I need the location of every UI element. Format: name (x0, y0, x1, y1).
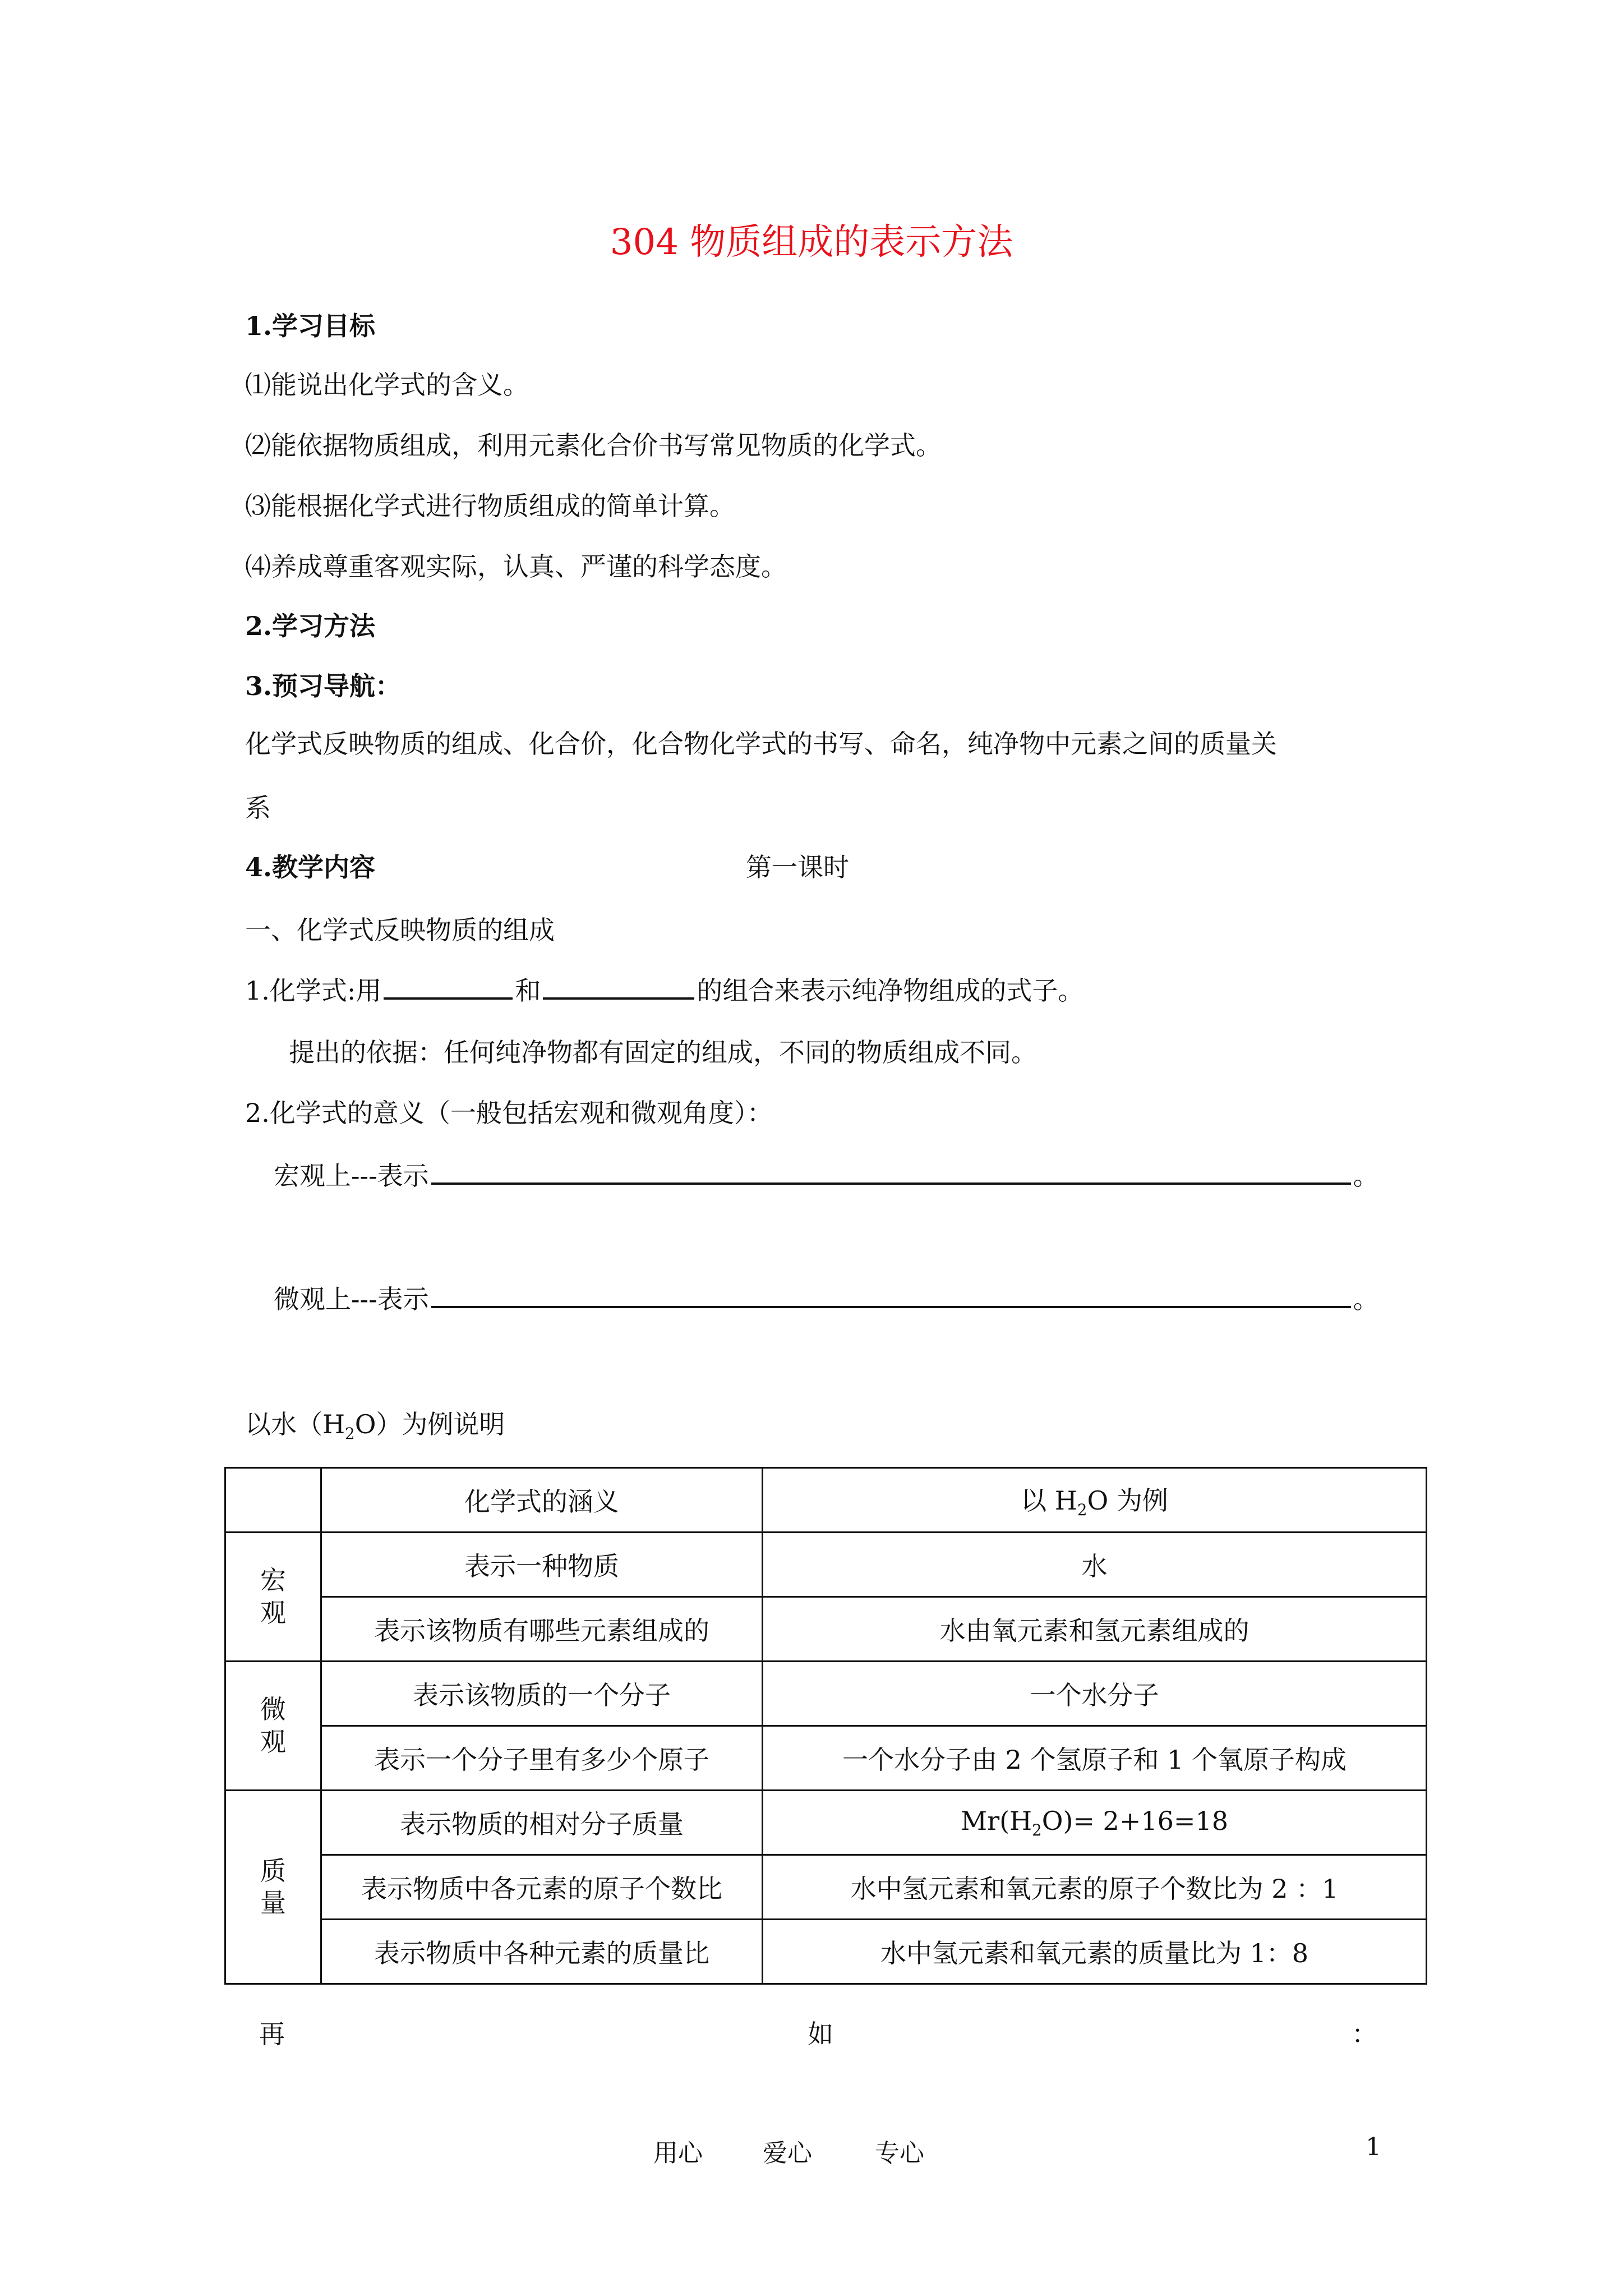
definition-part2: 和 (515, 976, 541, 1006)
footer-word-3: 专心 (875, 2139, 924, 2168)
meaning-heading: 2.化学式的意义（一般包括宏观和微观角度）： (245, 1098, 773, 1128)
example-cell: 水 (763, 1533, 1427, 1597)
example-prefix: Mr(H (961, 1805, 1032, 1836)
example-suffix: O)= 2+16=18 (1041, 1805, 1228, 1836)
meaning-cell: 表示该物质有哪些元素组成的 (321, 1597, 763, 1662)
blank-2 (543, 970, 694, 1000)
table-header-row (225, 1468, 1427, 1533)
group-label-char: 观 (260, 1726, 286, 1757)
example-cell: 一个水分子 (763, 1662, 1427, 1726)
after-table-word-1: 再 (259, 2019, 285, 2049)
table-row (225, 1662, 1427, 1726)
example-subscript: 2 (1032, 1821, 1042, 1840)
table-header-example (763, 1468, 1427, 1533)
definition-part3: 的组合来表示纯净物组成的式子。 (697, 976, 1084, 1006)
section-heading-content: 4.教学内容 (245, 852, 376, 882)
footer-word-1: 用心 (653, 2139, 703, 2168)
micro-blank (431, 1279, 1351, 1308)
definition-line (245, 970, 1083, 1007)
micro-label: 微观上---表示 (274, 1284, 429, 1314)
after-table-word-2: 如 (808, 2019, 833, 2049)
group-label-mass (225, 1791, 321, 1984)
example-cell: 一个水分子由 2 个氢原子和 1 个氧原子构成 (763, 1726, 1427, 1791)
header-example-subscript: 2 (1077, 1501, 1087, 1520)
table-row (225, 1533, 1427, 1597)
table-row (225, 1920, 1427, 1984)
objective-item: ⑶能根据化学式进行物质组成的简单计算。 (245, 491, 735, 521)
group-label-micro (225, 1662, 321, 1791)
page-number: 1 (1366, 2133, 1381, 2161)
group-label-char: 质 (260, 1855, 286, 1886)
basis-text: 提出的依据：任何纯净物都有固定的组成，不同的物质组成不同。 (289, 1037, 1037, 1068)
after-table-colon: ： (1352, 2019, 1377, 2049)
group-label-macro (225, 1533, 321, 1662)
group-label-char: 微 (260, 1694, 286, 1724)
sub-heading: 一、化学式反映物质的组成 (245, 915, 555, 945)
micro-period: 。 (1353, 1284, 1379, 1314)
macro-blank (431, 1156, 1351, 1185)
preview-text-line1: 化学式反映物质的组成、化合价，化合物化学式的书写、命名，纯净物中元素之间的质量关 (245, 729, 1277, 759)
table-row (225, 1597, 1427, 1662)
table-row (225, 1855, 1427, 1920)
header-example-suffix: O 为例 (1087, 1485, 1168, 1516)
meaning-cell: 表示该物质的一个分子 (321, 1662, 763, 1726)
example-cell (763, 1791, 1427, 1855)
macro-line (274, 1156, 1379, 1193)
macro-label: 宏观上---表示 (274, 1161, 429, 1191)
preview-text-line2: 系 (245, 793, 271, 823)
definition-part1: 1.化学式:用 (245, 976, 382, 1006)
section-heading-objectives: 1.学习目标 (245, 311, 376, 341)
meaning-cell: 表示一个分子里有多少个原子 (321, 1726, 763, 1791)
example-intro-subscript: 2 (345, 1424, 355, 1443)
section-heading-methods: 2.学习方法 (245, 611, 376, 641)
meaning-cell: 表示物质中各元素的原子个数比 (321, 1855, 763, 1920)
example-intro-prefix: 以水（H (245, 1409, 345, 1439)
table-corner-cell (225, 1468, 321, 1533)
objective-item: ⑴能说出化学式的含义。 (245, 370, 529, 400)
formula-meaning-table (224, 1467, 1427, 1985)
example-cell: 水中氢元素和氧元素的原子个数比为 2 ：1 (763, 1855, 1427, 1920)
header-example-prefix: 以 H (1021, 1485, 1077, 1516)
page-title: 304 物质组成的表示方法 (610, 222, 1013, 263)
example-cell: 水由氧元素和氢元素组成的 (763, 1597, 1427, 1662)
macro-period: 。 (1353, 1161, 1379, 1191)
group-label-char: 宏 (260, 1565, 286, 1595)
example-intro (245, 1404, 505, 1443)
example-intro-suffix: O）为例说明 (354, 1409, 505, 1439)
objective-item: ⑷养成尊重客观实际，认真、严谨的科学态度。 (245, 551, 787, 582)
meaning-cell: 表示物质的相对分子质量 (321, 1791, 763, 1855)
table-row (225, 1726, 1427, 1791)
table-row (225, 1791, 1427, 1855)
section-heading-preview: 3.预习导航： (245, 671, 402, 701)
group-label-char: 量 (260, 1888, 286, 1918)
blank-1 (384, 970, 513, 1000)
meaning-cell: 表示一种物质 (321, 1533, 763, 1597)
objective-item: ⑵能依据物质组成，利用元素化合价书写常见物质的化学式。 (245, 430, 942, 461)
lesson-label: 第一课时 (746, 852, 849, 882)
example-cell: 水中氢元素和氧元素的质量比为 1：8 (763, 1920, 1427, 1984)
group-label-char: 观 (260, 1597, 286, 1628)
micro-line (274, 1279, 1379, 1316)
meaning-cell: 表示物质中各种元素的质量比 (321, 1920, 763, 1984)
table-header-meaning: 化学式的涵义 (321, 1468, 763, 1533)
footer-word-2: 爱心 (763, 2139, 812, 2168)
